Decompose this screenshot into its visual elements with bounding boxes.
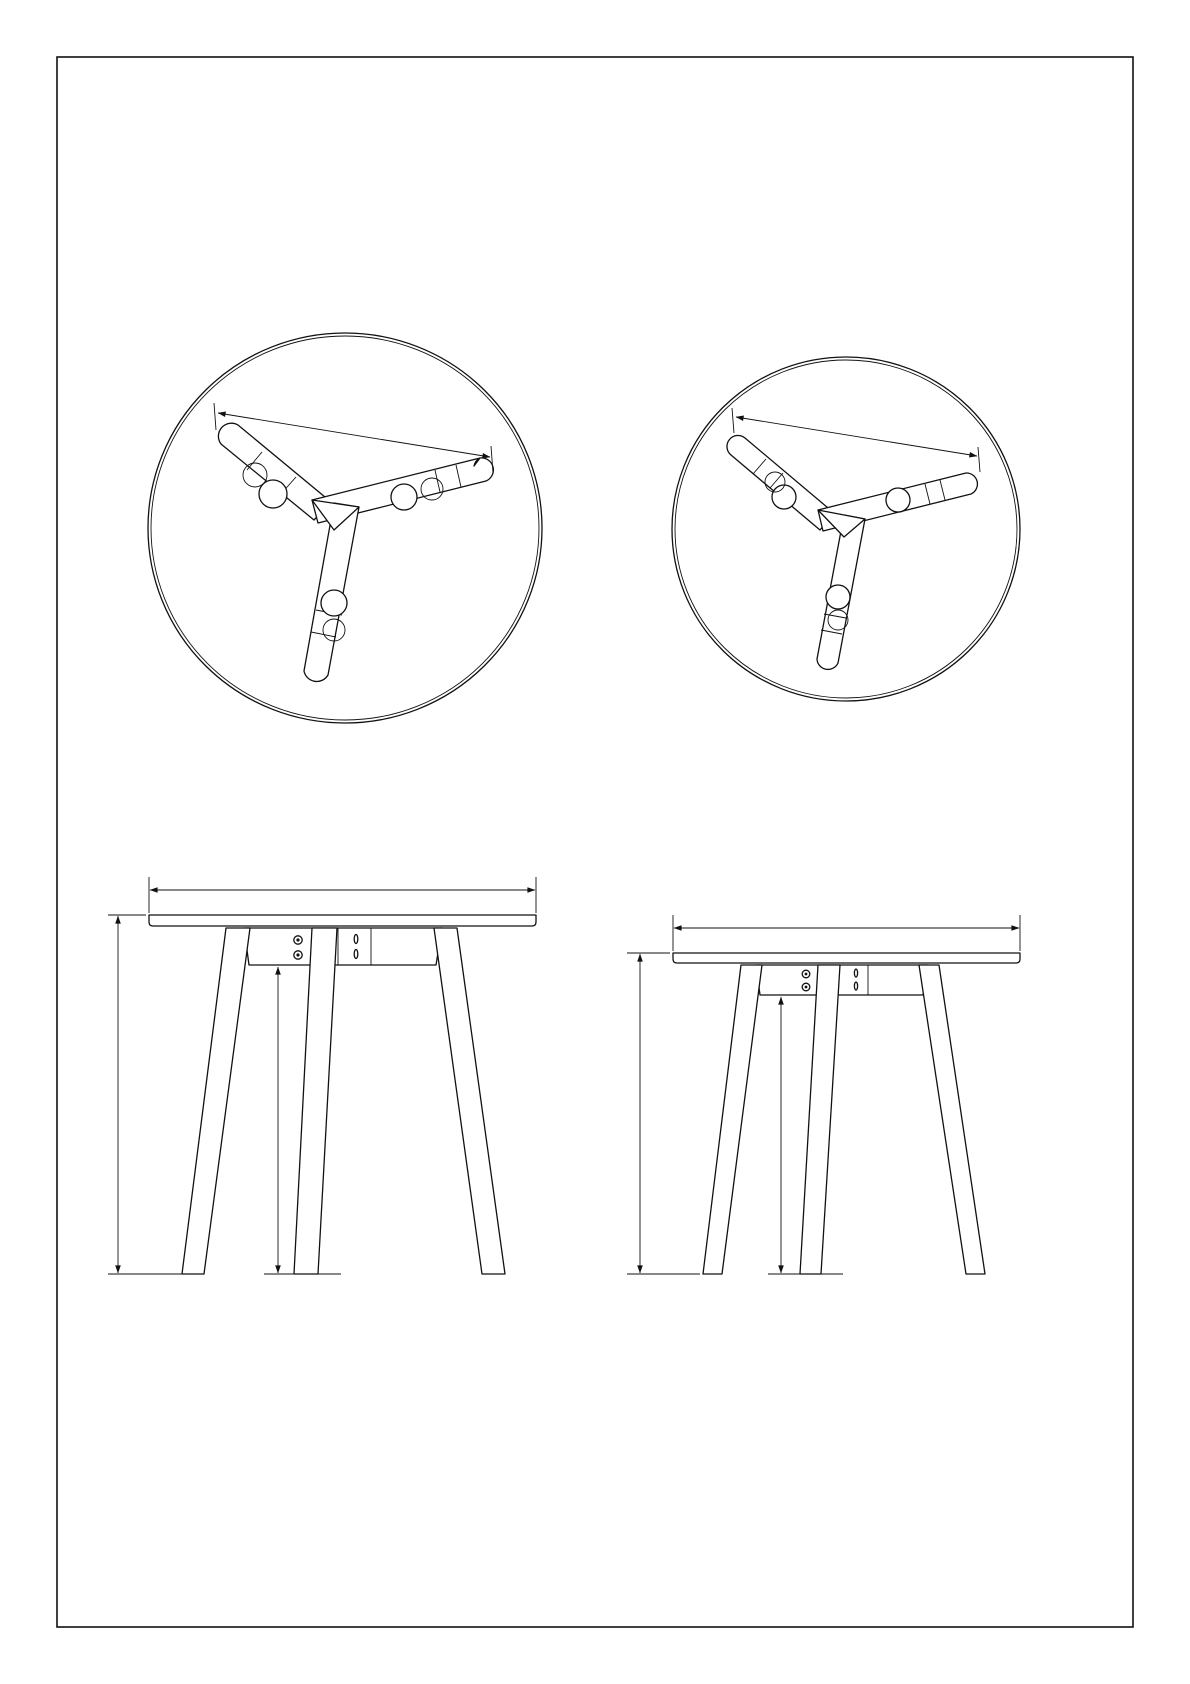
leg-center — [294, 928, 337, 1274]
large-table-side-view — [108, 877, 536, 1274]
dimension-line — [736, 417, 977, 456]
apron — [244, 928, 442, 965]
leg — [727, 435, 834, 530]
tabletop-side — [149, 915, 536, 926]
connector-knob — [826, 585, 850, 609]
connector-knob — [391, 484, 417, 510]
drawing-border — [57, 57, 1133, 1627]
leg-left — [182, 928, 250, 1274]
connector-knob — [772, 485, 796, 509]
leg-left — [703, 965, 762, 1274]
leg-right — [919, 965, 985, 1274]
small-table-side-view — [627, 915, 1020, 1274]
leg-center — [800, 965, 840, 1274]
connector-knob — [321, 590, 347, 616]
large-table-top-view — [148, 333, 542, 723]
tabletop-side — [673, 953, 1020, 963]
connector-knob — [886, 488, 910, 512]
leg-right — [434, 928, 505, 1274]
apron — [756, 965, 928, 995]
small-table-top-view — [672, 357, 1020, 701]
